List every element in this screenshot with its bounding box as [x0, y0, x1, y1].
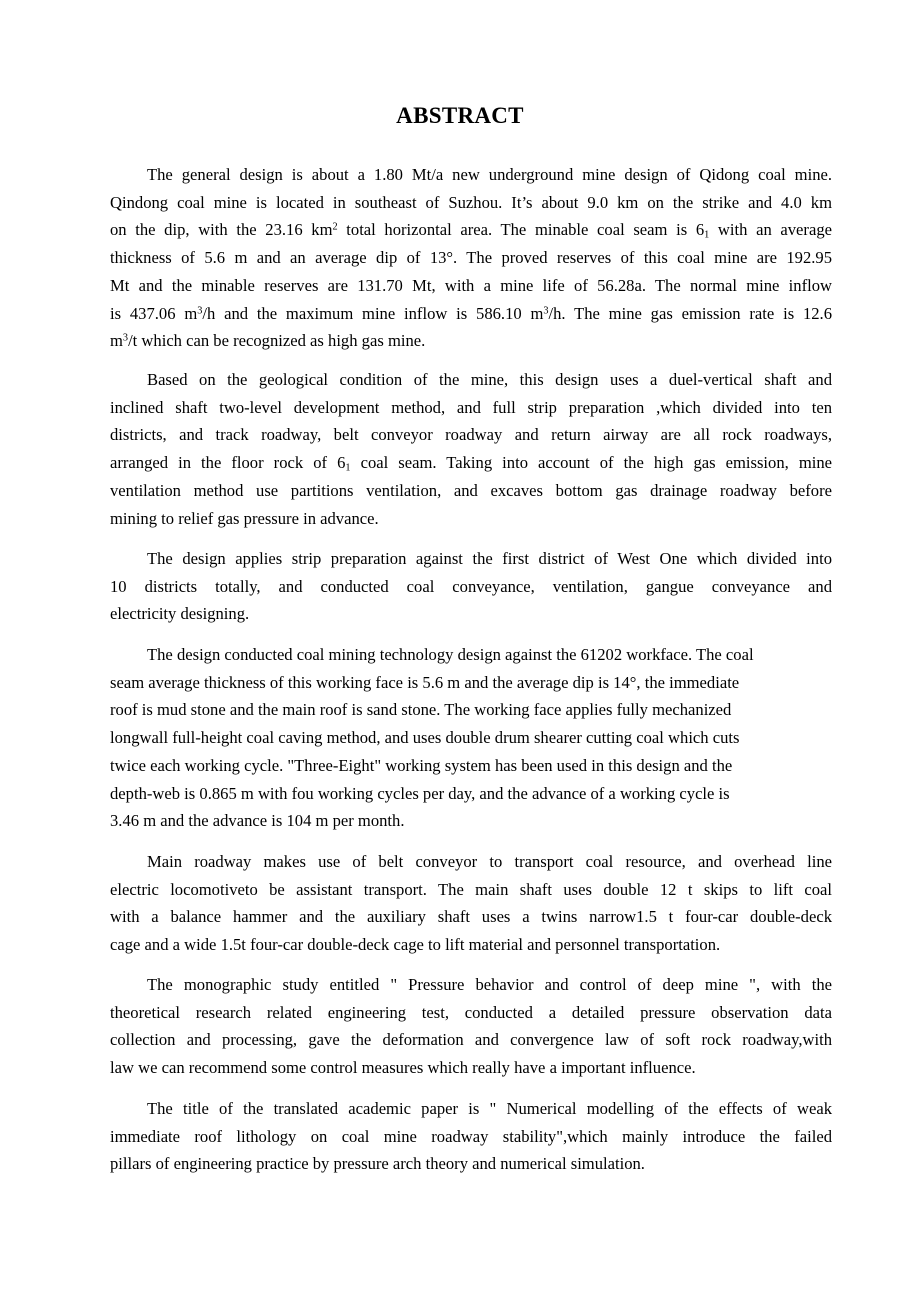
paragraph-1 — [110, 161, 832, 355]
text-run: inclined shaft two-level development method, and full strip preparation ,which divided into ten — [110, 397, 832, 417]
text-line — [110, 394, 832, 422]
text-line — [110, 999, 832, 1027]
text-line — [110, 216, 832, 244]
text-run: Main roadway makes use of belt conveyor to transport coal resource, and overhead line — [147, 852, 832, 871]
text-run: roof is mud stone and the main roof is sand stone. The working face applies fully mechanized — [110, 700, 732, 720]
text-run: electricity designing. — [110, 604, 250, 624]
text-run: m — [110, 331, 123, 351]
text-line — [110, 421, 832, 449]
superscript: 3 — [543, 304, 549, 316]
text-line — [110, 300, 832, 328]
text-run: Qindong coal mine is located in southeast of Suzhou. It’s about 9.0 km on the strike and 4.0 km — [110, 192, 832, 212]
text-run: ventilation method use partitions ventilation, and excaves bottom gas drainage roadway before — [110, 480, 832, 500]
text-run: Mt and the minable reserves are 131.70 Mt, with a mine life of 56.28a. The normal mine inflow — [110, 275, 832, 295]
text-run: immediate roof lithology on coal mine roadway stability",which mainly introduce the failed — [110, 1126, 832, 1146]
text-line — [110, 971, 832, 999]
text-run: Based on the geological condition of the mine, this design uses a duel-vertical shaft and — [147, 370, 832, 389]
text-line — [110, 477, 832, 505]
text-run: law we can recommend some control measures which really have a important influence. — [110, 1058, 696, 1078]
text-run: collection and processing, gave the deformation and convergence law of soft rock roadway,with — [110, 1030, 832, 1050]
paragraph-6 — [110, 971, 832, 1082]
text-line — [110, 696, 832, 724]
superscript: 3 — [122, 332, 129, 344]
text-run: thickness of 5.6 m and an average dip of 13°. The proved reserves of this coal mine are 192.95 — [110, 248, 832, 268]
text-line — [110, 780, 832, 808]
text-run: mining to relief gas pressure in advance. — [110, 508, 379, 528]
text-run: total horizontal area. The minable coal seam is 6 — [337, 220, 705, 240]
text-run: The design applies strip preparation against the first district of West One which divided into — [147, 549, 832, 568]
text-run: pillars of engineering practice by pressure arch theory and numerical simulation. — [110, 1154, 645, 1174]
text-run: /h and the maximum mine inflow is 586.10 m — [202, 303, 544, 323]
text-line — [110, 366, 832, 394]
text-run: twice each working cycle. "Three-Eight" working system has been used in this design and the — [110, 755, 733, 775]
text-line — [110, 189, 832, 217]
text-run: districts, and track roadway, belt conveyor roadway and return airway are all rock roadways, — [110, 425, 832, 445]
paragraph-3 — [110, 545, 832, 628]
text-line — [110, 807, 832, 835]
subscript: 1 — [345, 462, 351, 474]
text-line — [110, 931, 832, 959]
text-run: The monographic study entitled " Pressure behavior and control of deep mine ", with the — [147, 975, 832, 994]
text-line — [110, 327, 832, 355]
superscript: 2 — [332, 221, 338, 233]
text-run: with a balance hammer and the auxiliary shaft uses a twins narrow1.5 t four-car double-deck — [110, 907, 832, 927]
text-run: /h. The mine gas emission rate is 12.6 — [548, 303, 832, 323]
text-run: 10 districts totally, and conducted coal conveyance, ventilation, gangue conveyance and — [110, 576, 832, 596]
text-run: is 437.06 m — [110, 303, 198, 323]
text-line — [110, 505, 832, 533]
text-line — [110, 641, 832, 669]
text-line — [110, 752, 832, 780]
paragraph-4 — [110, 641, 832, 835]
text-run: with an average — [709, 220, 832, 240]
text-run: The title of the translated academic paper is " Numerical modelling of the effects of weak — [147, 1099, 832, 1118]
text-line — [110, 573, 832, 601]
text-line — [110, 848, 832, 876]
text-line — [110, 1123, 832, 1151]
text-run: cage and a wide 1.5t four-car double-deck cage to lift material and personnel transportation. — [110, 935, 721, 955]
text-run: electric locomotiveto be assistant transport. The main shaft uses double 12 t skips to lift coal — [110, 879, 832, 899]
text-line — [110, 600, 832, 628]
text-line — [110, 669, 832, 697]
text-run: depth-web is 0.865 m with fou working cycles per day, and the advance of a working cycle is — [110, 783, 730, 803]
text-line — [110, 272, 832, 300]
text-line — [110, 161, 832, 189]
text-run: The design conducted coal mining technology design against the 61202 workface. The coal — [147, 645, 754, 664]
text-run: longwall full-height coal caving method, and uses double drum shearer cutting coal which cuts — [110, 728, 740, 748]
text-run: arranged in the floor rock of 6 — [110, 453, 346, 473]
paragraph-5 — [110, 848, 832, 959]
text-run: seam average thickness of this working face is 5.6 m and the average dip is 14°, the immediate — [110, 672, 740, 692]
paragraph-2 — [110, 366, 832, 532]
text-line — [110, 903, 832, 931]
page-title: ABSTRACT — [396, 103, 524, 128]
text-run: The general design is about a 1.80 Mt/a new underground mine design of Qidong coal mine. — [147, 165, 832, 184]
text-line — [110, 1054, 832, 1082]
text-line — [110, 1150, 832, 1178]
text-line — [110, 244, 832, 272]
text-line — [110, 449, 832, 477]
text-line — [110, 545, 832, 573]
subscript: 1 — [704, 229, 710, 241]
text-run: 3.46 m and the advance is 104 m per month. — [110, 811, 405, 831]
text-line — [110, 876, 832, 904]
text-run: on the dip, with the 23.16 km — [110, 220, 333, 240]
text-run: coal seam. Taking into account of the high gas emission, mine — [350, 453, 833, 473]
text-line — [110, 1026, 832, 1054]
text-run: /t which can be recognized as high gas mine. — [128, 331, 426, 351]
text-line — [110, 1095, 832, 1123]
paragraph-7 — [110, 1095, 832, 1178]
superscript: 3 — [197, 304, 203, 316]
text-line — [110, 724, 832, 752]
text-run: theoretical research related engineering test, conducted a detailed pressure observation data — [110, 1002, 832, 1022]
